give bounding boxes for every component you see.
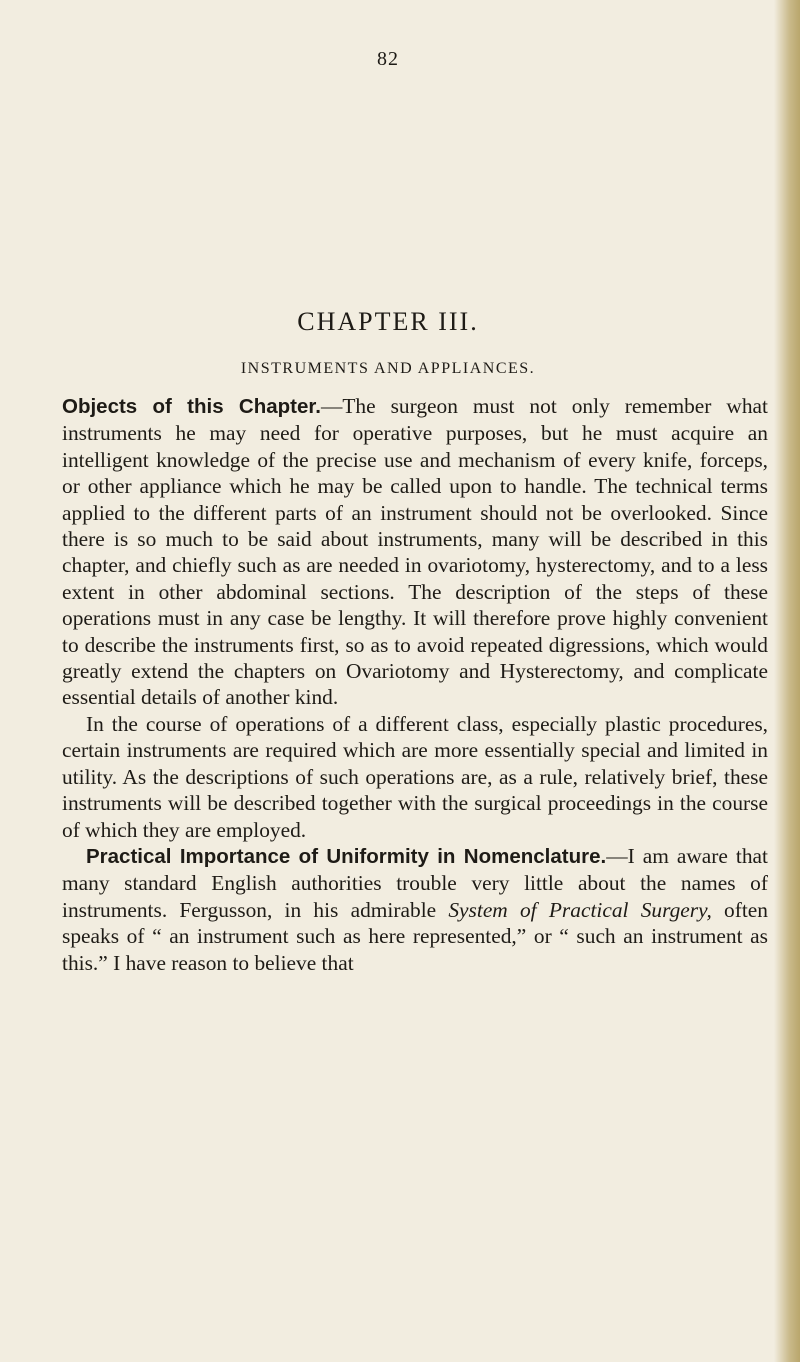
section-heading-objects: Objects of this Chapter. [62,395,321,418]
chapter-subtitle: INSTRUMENTS AND APPLIANCES. [240,360,536,377]
paragraph-objects [62,393,768,711]
paragraph-text: In the course of operations of a different class, especially plastic procedures, certain instruments are required which are more essentially special and limited in utility. As the descriptions of such operations are, as a rule, relatively brief, these instruments will be described together with the surgical proceedings in the course of which they are employed. [62,711,768,842]
body-text [62,393,768,976]
page-number: 82 [377,48,399,70]
book-title-italic: System of Practical Surgery, [448,897,712,922]
paragraph-course-of-operations [62,711,768,843]
paragraph-text: —The surgeon must not only remember what instruments he may need for operative purposes, but he must acquire an intelligent knowledge of the precise use and mechanism of every knife, forceps, or other appliance which he may be called upon to handle. The technical terms applied to the different parts of an instrument should not be overlooked. Since there is so much to be said about instruments, many will be described in this chapter, and chiefly such as are needed in ovariotomy, hysterectomy, and to a less extent in other abdominal sections. The description of the steps of these operations must in any case be lengthy. It will therefore prove highly convenient to describe the instruments first, so as to avoid repeated digressions, which would greatly extend the chapters on Ovariotomy and Hysterectomy, and complicate essential details of another kind. [62,394,768,710]
paragraph-text: —I am aware that many standard English authorities trouble very little about the names of instruments. Fergusson, in his admirable [62,843,768,922]
chapter-title: CHAPTER III. [297,307,479,336]
paragraph-nomenclature [62,843,768,976]
paragraph-text: often speaks of “ an instrument such as here represented,” or “ such an instrument as this.” I have reason to believe that [62,897,768,975]
section-heading-nomenclature: Practical Importance of Uniformity in Nomenclature. [86,844,607,868]
page-edge-shadow [774,0,800,1362]
